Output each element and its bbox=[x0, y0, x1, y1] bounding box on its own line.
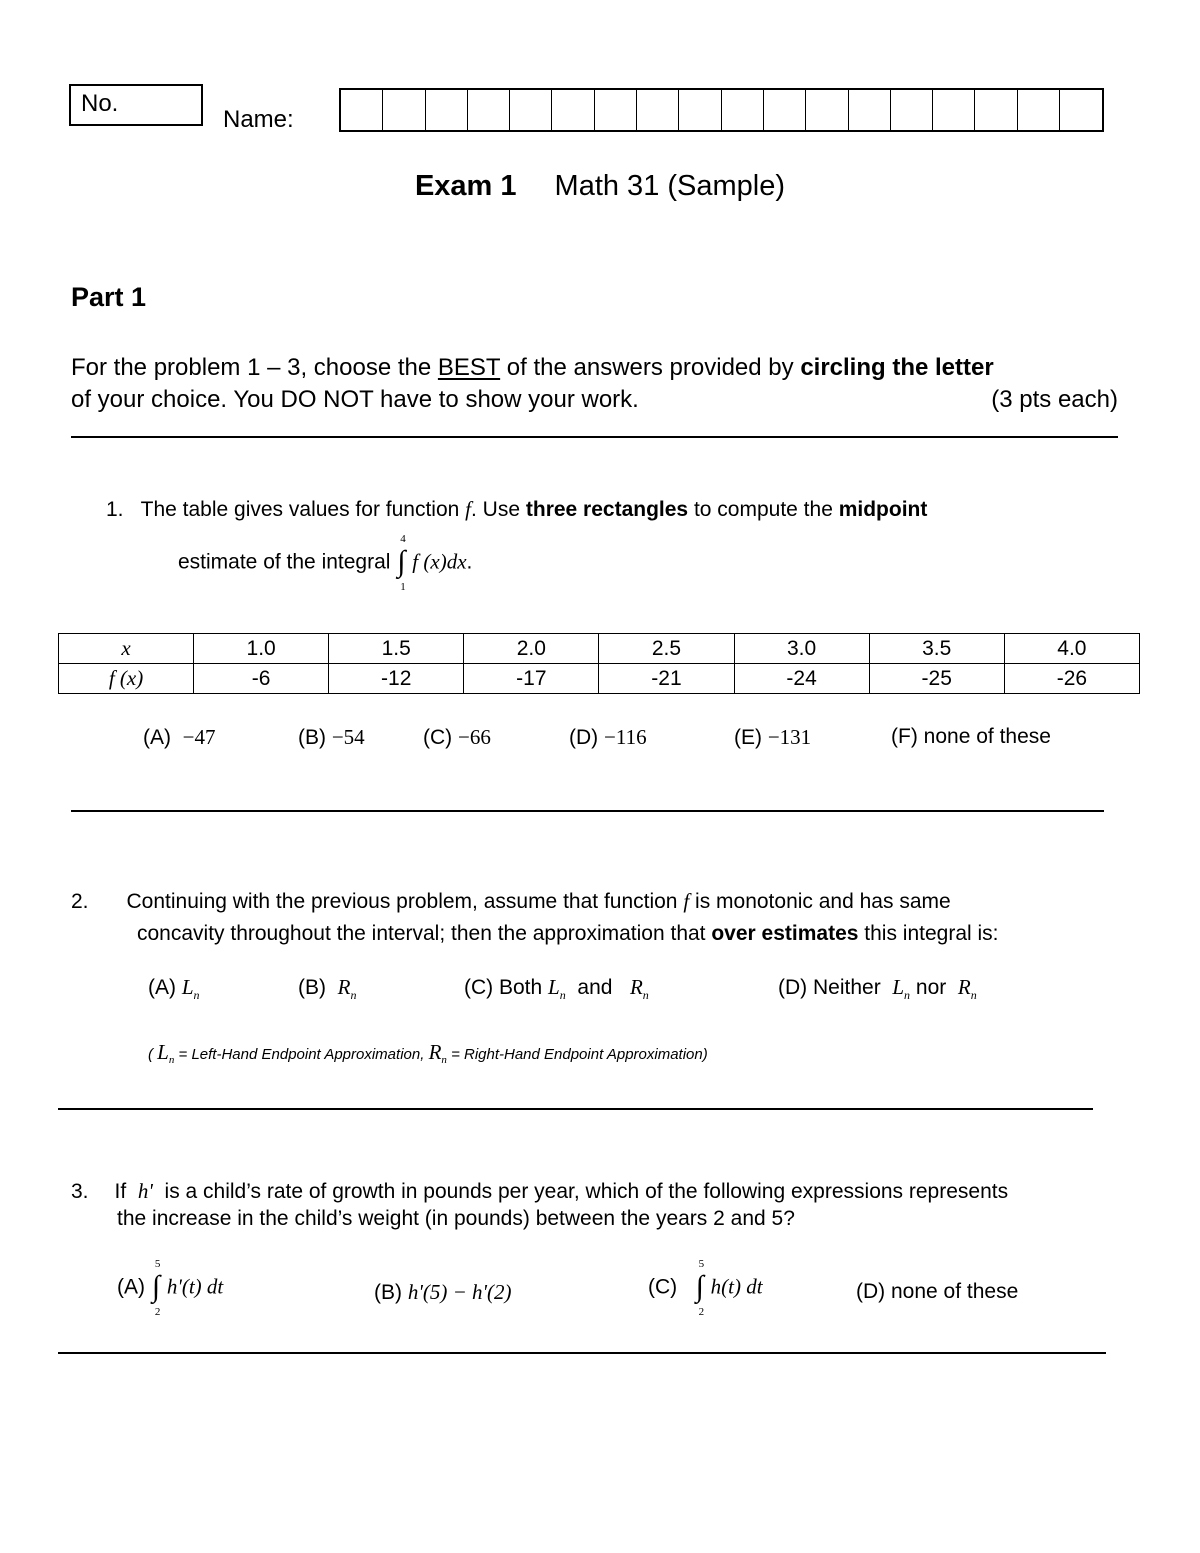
divider bbox=[58, 1352, 1106, 1354]
values-table bbox=[58, 633, 1140, 694]
option-letter: (B) bbox=[298, 976, 326, 999]
question-2 bbox=[71, 889, 951, 914]
integral-upper: 5 bbox=[154, 1258, 161, 1270]
option-letter: (C) bbox=[648, 1275, 678, 1299]
divider bbox=[58, 1108, 1093, 1110]
part-title: Part 1 bbox=[71, 282, 147, 312]
function-symbol: f bbox=[683, 889, 690, 913]
table-cell: 1.5 bbox=[329, 634, 464, 664]
table-row-fx bbox=[59, 664, 1140, 694]
note-text: = Left-Hand Endpoint Approximation, bbox=[178, 1046, 425, 1063]
divider bbox=[71, 436, 1118, 438]
name-letter-box[interactable] bbox=[383, 90, 425, 130]
q1-option-c[interactable] bbox=[423, 725, 491, 750]
question-number: 1. bbox=[106, 498, 124, 521]
course-label: Math 31 (Sample) bbox=[554, 170, 786, 202]
option-value: −54 bbox=[331, 725, 365, 749]
name-letter-box[interactable] bbox=[806, 90, 848, 130]
integral-upper: 4 bbox=[400, 533, 406, 545]
integrand: f (x)dx bbox=[412, 549, 467, 574]
option-value: h(t) dt bbox=[710, 1274, 763, 1299]
option-value: none of these bbox=[923, 725, 1051, 748]
name-letter-box[interactable] bbox=[552, 90, 594, 130]
q2-text: concavity throughout the interval; then the approximation that bbox=[137, 922, 712, 945]
symbol-r: R bbox=[629, 975, 643, 999]
number-label: No. bbox=[81, 90, 119, 117]
option-value: −66 bbox=[458, 725, 491, 749]
table-cell: 3.0 bbox=[734, 634, 869, 664]
question-3 bbox=[71, 1179, 1008, 1204]
table-cell: 2.5 bbox=[599, 634, 734, 664]
q3-option-a[interactable] bbox=[117, 1258, 224, 1318]
option-value: −47 bbox=[182, 725, 216, 749]
table-row-x bbox=[59, 634, 1140, 664]
q2-option-c[interactable] bbox=[464, 975, 649, 1003]
name-letter-box[interactable] bbox=[468, 90, 510, 130]
option-text: nor bbox=[915, 976, 947, 999]
option-letter: (B) bbox=[298, 726, 326, 749]
option-letter: (A) bbox=[143, 726, 171, 749]
option-value: −131 bbox=[767, 725, 812, 749]
function-symbol: f bbox=[465, 497, 472, 521]
table-cell: 1.0 bbox=[194, 634, 329, 664]
subscript-n: n bbox=[559, 988, 566, 1003]
subscript-n: n bbox=[970, 988, 977, 1003]
note-text: = Right-Hand Endpoint Approximation) bbox=[451, 1046, 708, 1063]
table-header-fx: f (x) bbox=[59, 664, 194, 694]
page-title bbox=[0, 170, 1200, 203]
option-value: h'(t) dt bbox=[166, 1274, 224, 1299]
integral-lower: 1 bbox=[400, 581, 406, 593]
table-cell: 2.0 bbox=[464, 634, 599, 664]
integral-upper: 5 bbox=[698, 1258, 705, 1270]
symbol-l: L bbox=[892, 975, 905, 999]
q3-text: If bbox=[114, 1180, 127, 1203]
number-box[interactable] bbox=[69, 84, 203, 126]
option-letter: (F) bbox=[891, 725, 918, 748]
instr-bold: circling the letter bbox=[800, 354, 994, 381]
table-cell: -17 bbox=[464, 664, 599, 694]
divider bbox=[71, 810, 1104, 812]
option-letter: (E) bbox=[734, 726, 762, 749]
q2-option-d[interactable] bbox=[778, 975, 977, 1003]
symbol-r: R bbox=[957, 975, 971, 999]
option-text: and bbox=[577, 976, 613, 999]
instr-text: of the answers provided by bbox=[500, 354, 801, 381]
instructions bbox=[71, 352, 1121, 416]
note-text: ( bbox=[148, 1046, 153, 1063]
symbol-r: R bbox=[337, 975, 351, 999]
question-number: 3. bbox=[71, 1180, 89, 1203]
q1-text: The table gives values for function bbox=[140, 498, 460, 521]
q3-option-d[interactable]: (D) none of these bbox=[856, 1280, 1019, 1303]
q1-bold: three rectangles bbox=[525, 498, 689, 521]
option-letter: (B) bbox=[374, 1281, 402, 1304]
name-letter-box[interactable] bbox=[1060, 90, 1102, 130]
table-cell: 3.5 bbox=[869, 634, 1004, 664]
q1-text: . bbox=[466, 550, 473, 574]
name-letter-box[interactable] bbox=[891, 90, 933, 130]
option-letter: (C) Both bbox=[464, 976, 543, 999]
name-letter-box[interactable] bbox=[722, 90, 764, 130]
q3-option-b[interactable] bbox=[374, 1280, 511, 1305]
q1-text: . Use bbox=[471, 498, 526, 521]
table-header-x: x bbox=[59, 634, 194, 664]
q3-line-2: the increase in the child’s weight (in pounds) between the years 2 and 5? bbox=[117, 1207, 795, 1230]
name-letter-box[interactable] bbox=[595, 90, 637, 130]
q2-note bbox=[148, 1040, 708, 1066]
q1-integral-line bbox=[178, 533, 473, 593]
q1-text: estimate of the integral bbox=[178, 550, 391, 574]
q1-option-e[interactable] bbox=[734, 725, 811, 750]
q2-bold: over estimates bbox=[711, 922, 859, 945]
name-letter-box[interactable] bbox=[679, 90, 721, 130]
name-letter-box[interactable] bbox=[510, 90, 552, 130]
q2-option-b[interactable] bbox=[298, 975, 357, 1003]
q2-text: is monotonic and has same bbox=[695, 890, 951, 913]
q2-line-2 bbox=[137, 922, 999, 946]
q1-option-b[interactable] bbox=[298, 725, 365, 750]
q1-option-d[interactable] bbox=[569, 725, 647, 750]
subscript-n: n bbox=[904, 988, 911, 1003]
symbol-l: L bbox=[157, 1040, 169, 1064]
integral-lower: 2 bbox=[698, 1306, 705, 1318]
q2-option-a[interactable] bbox=[148, 975, 200, 1003]
table-cell: -21 bbox=[599, 664, 734, 694]
option-letter: (A) bbox=[148, 976, 176, 999]
points-label: (3 pts each) bbox=[991, 386, 1118, 413]
symbol-l: L bbox=[548, 975, 560, 999]
symbol-l: L bbox=[181, 975, 194, 999]
name-letter-box[interactable] bbox=[933, 90, 975, 130]
instr-text: of your choice. You DO NOT have to show your work. bbox=[71, 386, 639, 413]
exam-label: Exam 1 bbox=[414, 170, 517, 202]
question-1 bbox=[106, 497, 927, 522]
name-letter-box[interactable] bbox=[764, 90, 806, 130]
table-cell: -26 bbox=[1004, 664, 1139, 694]
name-letter-box[interactable] bbox=[1018, 90, 1060, 130]
instr-best: BEST bbox=[437, 354, 501, 381]
option-letter: (A) bbox=[117, 1275, 145, 1299]
table-cell: -24 bbox=[734, 664, 869, 694]
name-letter-box[interactable] bbox=[637, 90, 679, 130]
q2-text: Continuing with the previous problem, assume that function bbox=[126, 890, 678, 913]
subscript-n: n bbox=[441, 1054, 447, 1066]
subscript-n: n bbox=[642, 988, 649, 1003]
integral-sign: ∫ 5 2 bbox=[151, 1258, 161, 1318]
option-letter: (D) Neither bbox=[778, 976, 881, 999]
q1-option-f[interactable] bbox=[891, 725, 1051, 749]
subscript-n: n bbox=[168, 1054, 175, 1066]
q2-text: this integral is: bbox=[858, 922, 999, 945]
option-letter: (D) bbox=[569, 726, 599, 749]
instr-text: For the problem 1 – 3, choose the bbox=[71, 354, 438, 381]
q3-text: is a child’s rate of growth in pounds per year, which of the following expressions represents bbox=[164, 1180, 1009, 1203]
table-cell: -12 bbox=[329, 664, 464, 694]
q3-option-c[interactable] bbox=[648, 1258, 763, 1318]
q1-option-a[interactable] bbox=[143, 725, 216, 750]
name-letter-box[interactable] bbox=[341, 90, 383, 130]
subscript-n: n bbox=[193, 988, 200, 1003]
option-value: h'(5) − h'(2) bbox=[407, 1280, 512, 1304]
h-prime-symbol: h' bbox=[137, 1179, 153, 1203]
integral-lower: 2 bbox=[154, 1306, 161, 1318]
option-value: −116 bbox=[604, 725, 647, 749]
name-letter-box[interactable] bbox=[849, 90, 891, 130]
name-letter-box[interactable] bbox=[426, 90, 468, 130]
name-entry-grid[interactable] bbox=[339, 88, 1104, 132]
subscript-n: n bbox=[350, 988, 357, 1003]
name-label: Name: bbox=[223, 106, 294, 133]
name-letter-box[interactable] bbox=[975, 90, 1017, 130]
symbol-r: R bbox=[428, 1040, 442, 1064]
table-cell: -25 bbox=[869, 664, 1004, 694]
integral-sign: ∫ 5 2 bbox=[695, 1258, 705, 1318]
table-cell: 4.0 bbox=[1004, 634, 1139, 664]
integral-sign: ∫ 4 1 bbox=[397, 533, 406, 593]
option-letter: (C) bbox=[423, 726, 453, 749]
table-cell: -6 bbox=[194, 664, 329, 694]
q1-text: to compute the bbox=[688, 498, 839, 521]
q1-bold: midpoint bbox=[838, 498, 928, 521]
question-number: 2. bbox=[71, 890, 89, 913]
